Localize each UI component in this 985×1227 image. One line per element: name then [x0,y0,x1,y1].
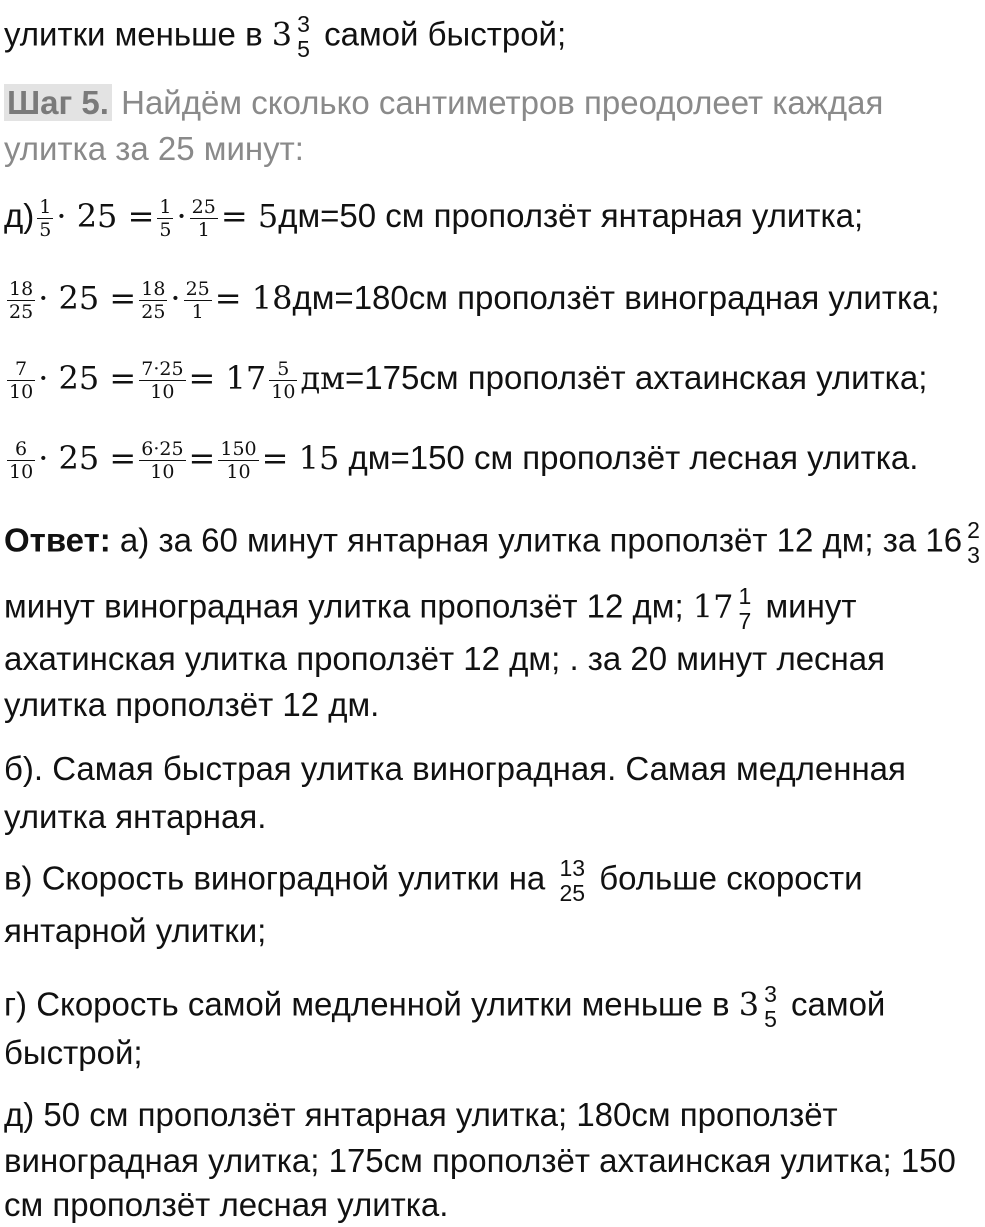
answer-b-line1: б). Самая быстрая улитка виноградная. Самая медленная [4,750,906,787]
answer-v-line1: в) Скорость виноградной улитки на 13 25 больше скорости [4,855,863,906]
answer-d-line3: см проползёт лесная улитка. [4,1186,449,1223]
fraction: $\frac{7\cdot 25}{10}$ [141,358,184,403]
calc-amber: д) $\frac{1}{5}$ · 25 = $\frac{1}{5}$ · $\frac{25}{1}$ = 5дм=50 см проползёт янтарная улитка; [4,196,864,241]
fraction: 2 3 [967,517,980,568]
answer-a-line3: ахатинская улитка проползёт 12 дм; . за 20 минут лесная [4,640,885,677]
answer-a-line4: улитка проползёт 12 дм. [4,686,380,723]
calc-forest: $\frac{6}{10}$ · 25 = $\frac{6\cdot 25}{10}$ = $\frac{150}{10}$ = 15 дм=150 см проползёт лесная улитка. [9,438,919,483]
answer-g-line1: г) Скорость самой медленной улитки меньше в 3 3 5 самой [4,981,886,1032]
fraction: $\frac{7}{10}$ [9,358,34,403]
answer-b-line2: улитка янтарная. [4,798,267,835]
fraction: $\frac{18}{25}$ [141,278,166,323]
answer-label: Ответ: [4,521,111,559]
fraction: $\frac{1}{5}$ [39,196,52,241]
fraction: 1 7 [738,583,752,634]
intro-whole: 3 [271,15,293,54]
fraction: $\frac{5}{10}$ [271,358,296,403]
fraction: 3 5 [764,981,777,1032]
answer-a-line2: минут виноградная улитка проползёт 12 дм; 17 1 7 минут [4,583,857,634]
fraction: $\frac{25}{1}$ [185,278,210,323]
answer-d-line2: виноградная улитка; 175см проползёт ахтаинская улитка; 150 [4,1142,956,1179]
intro-line [4,12,566,62]
intro-fraction: 3 5 [297,11,310,62]
answer-g-line2: быстрой; [4,1034,143,1071]
fraction: $\frac{18}{25}$ [9,278,34,323]
answer-a-line1: Ответ: а) за 60 минут янтарная улитка проползёт 12 дм; за 16 2 3 [4,517,980,568]
calc-grape: $\frac{18}{25}$ · 25 = $\frac{18}{25}$ · $\frac{25}{1}$ = 18дм=180см проползёт виноградная улитка; [9,278,940,323]
intro-text-end: самой быстрой; [314,15,567,53]
fraction: $\frac{150}{10}$ [220,438,257,483]
intro-text: улитки меньше в [4,15,272,53]
fraction: $\frac{6}{10}$ [9,438,34,483]
answer-d-line1: д) 50 см проползёт янтарная улитка; 180см проползёт [4,1096,838,1133]
fraction: $\frac{1}{5}$ [159,196,172,241]
calc-akhatina: $\frac{7}{10}$ · 25 = $\frac{7\cdot 25}{10}$ = 17 $\frac{5}{10}$ дм=175см проползёт ахтаинская улитка; [9,358,928,403]
fraction: 13 25 [559,855,586,906]
step5-title-line1: Найдём сколько сантиметров преодолеет каждая [111,84,884,121]
step5-title-line2: улитка за 25 минут: [4,130,304,167]
fraction: $\frac{6\cdot 25}{10}$ [141,438,184,483]
fraction: $\frac{25}{1}$ [191,196,216,241]
step5-label: Шаг 5. [4,84,112,121]
answer-v-line2: янтарной улитки; [4,912,267,949]
step5-heading [4,84,883,122]
